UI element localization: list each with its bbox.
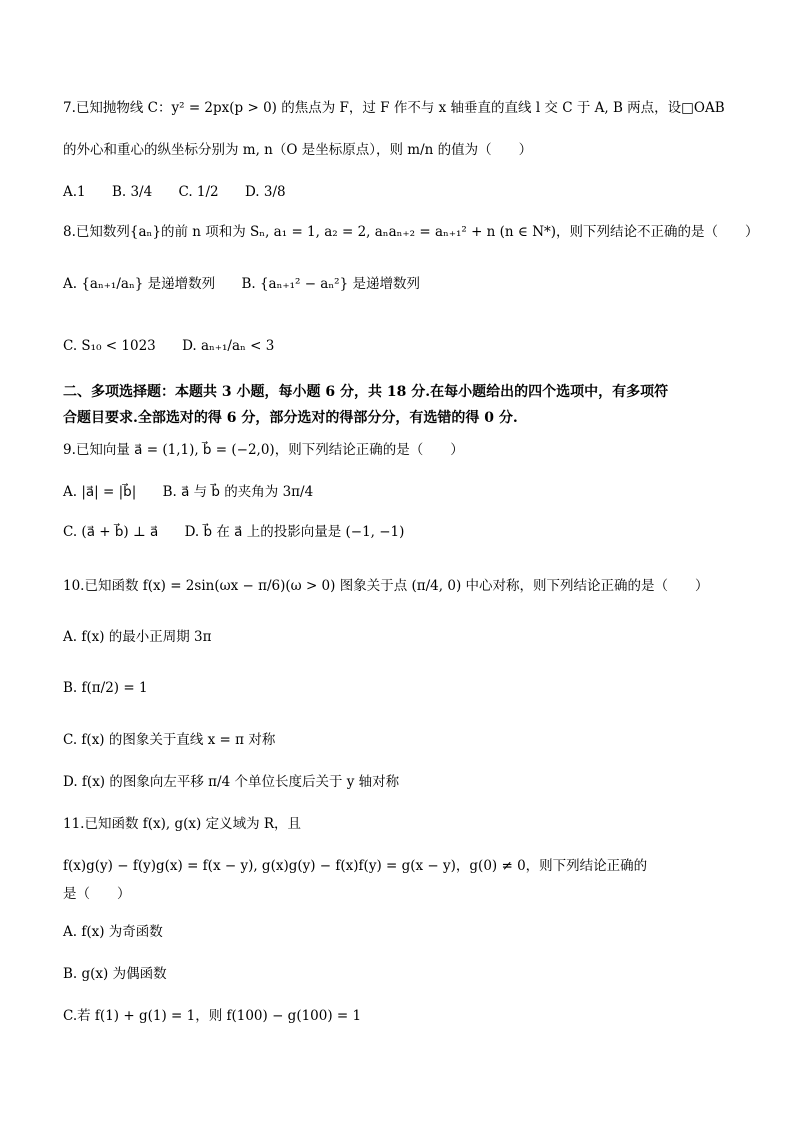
q8-option-b: B. {aₙ₊₁² − aₙ²} 是递增数列	[241, 276, 420, 292]
q10-stem: 10.已知函数 f(x) = 2sin(ωx − π/6)(ω > 0) 图象关于点 (π/4, 0) 中心对称，则下列结论正确的是（ ）	[63, 578, 709, 594]
section2-heading-line2: 合题目要求.全部选对的得 6 分，部分选对的得部分分，有选错的得 0 分.	[63, 410, 518, 426]
q8-options-cd	[63, 336, 274, 356]
q11-condition-tail: 是（ ）	[63, 886, 131, 902]
q8-option-c: C. S₁₀ < 1023	[63, 338, 156, 354]
q10-option-a: A. f(x) 的最小正周期 3π	[63, 629, 212, 645]
q10-option-b: B. f(π/2) = 1	[63, 680, 148, 696]
q11-condition: f(x)g(y) − f(y)g(x) = f(x − y), g(x)g(y) − f(x)f(y) = g(x − y)，g(0) ≠ 0，则下列结论正确的	[63, 858, 648, 874]
q9-option-a: A. |a⃗| = |b⃗|	[63, 484, 137, 500]
q11-option-c: C.若 f(1) + g(1) = 1，则 f(100) − g(100) = 1	[63, 1008, 362, 1024]
q11-option-b: B. g(x) 为偶函数	[63, 966, 167, 982]
q7-stem-line1: 7.已知抛物线 C：y² = 2px(p > 0) 的焦点为 F，过 F 作不与 x 轴垂直的直线 l 交 C 于 A, B 两点，设□OAB	[63, 100, 725, 116]
q9-option-c: C. (a⃗ + b⃗) ⊥ a⃗	[63, 524, 159, 540]
q7-option-b: B. 3/4	[111, 184, 153, 200]
q11-stem: 11.已知函数 f(x), g(x) 定义域为 R，且	[63, 816, 302, 832]
q10-option-d: D. f(x) 的图象向左平移 π/4 个单位长度后关于 y 轴对称	[63, 774, 400, 790]
q7-option-a: A.1	[63, 184, 86, 200]
q9-options-cd	[63, 522, 404, 542]
q9-stem: 9.已知向量 a⃗ = (1,1), b⃗ = (−2,0)，则下列结论正确的是（ ）	[63, 442, 464, 458]
q9-option-d: D. b⃗ 在 a⃗ 上的投影向量是 (−1, −1)	[184, 524, 405, 540]
q8-options-ab	[63, 274, 420, 294]
q8-stem: 8.已知数列{aₙ}的前 n 项和为 Sₙ, a₁ = 1, a₂ = 2, aₙaₙ₊₂ = aₙ₊₁² + n (n ∈ N*)，则下列结论不正确的是（ ）	[63, 224, 759, 240]
q7-option-d: D. 3/8	[244, 184, 286, 200]
q9-option-b: B. a⃗ 与 b⃗ 的夹角为 3π/4	[162, 484, 314, 500]
q9-options-ab	[63, 482, 313, 502]
q10-option-c: C. f(x) 的图象关于直线 x = π 对称	[63, 732, 276, 748]
q7-options	[63, 182, 286, 202]
q7-option-c: C. 1/2	[178, 184, 219, 200]
q8-option-d: D. aₙ₊₁/aₙ < 3	[182, 338, 275, 354]
section2-heading-line1: 二、多项选择题：本题共 3 小题，每小题 6 分，共 18 分.在每小题给出的四个选项中，有多项符	[63, 384, 669, 400]
q7-stem-line2: 的外心和重心的纵坐标分别为 m, n（O 是坐标原点），则 m/n 的值为（ ）	[63, 142, 533, 158]
q11-option-a: A. f(x) 为奇函数	[63, 924, 163, 940]
q8-option-a: A. {aₙ₊₁/aₙ} 是递增数列	[63, 276, 216, 292]
